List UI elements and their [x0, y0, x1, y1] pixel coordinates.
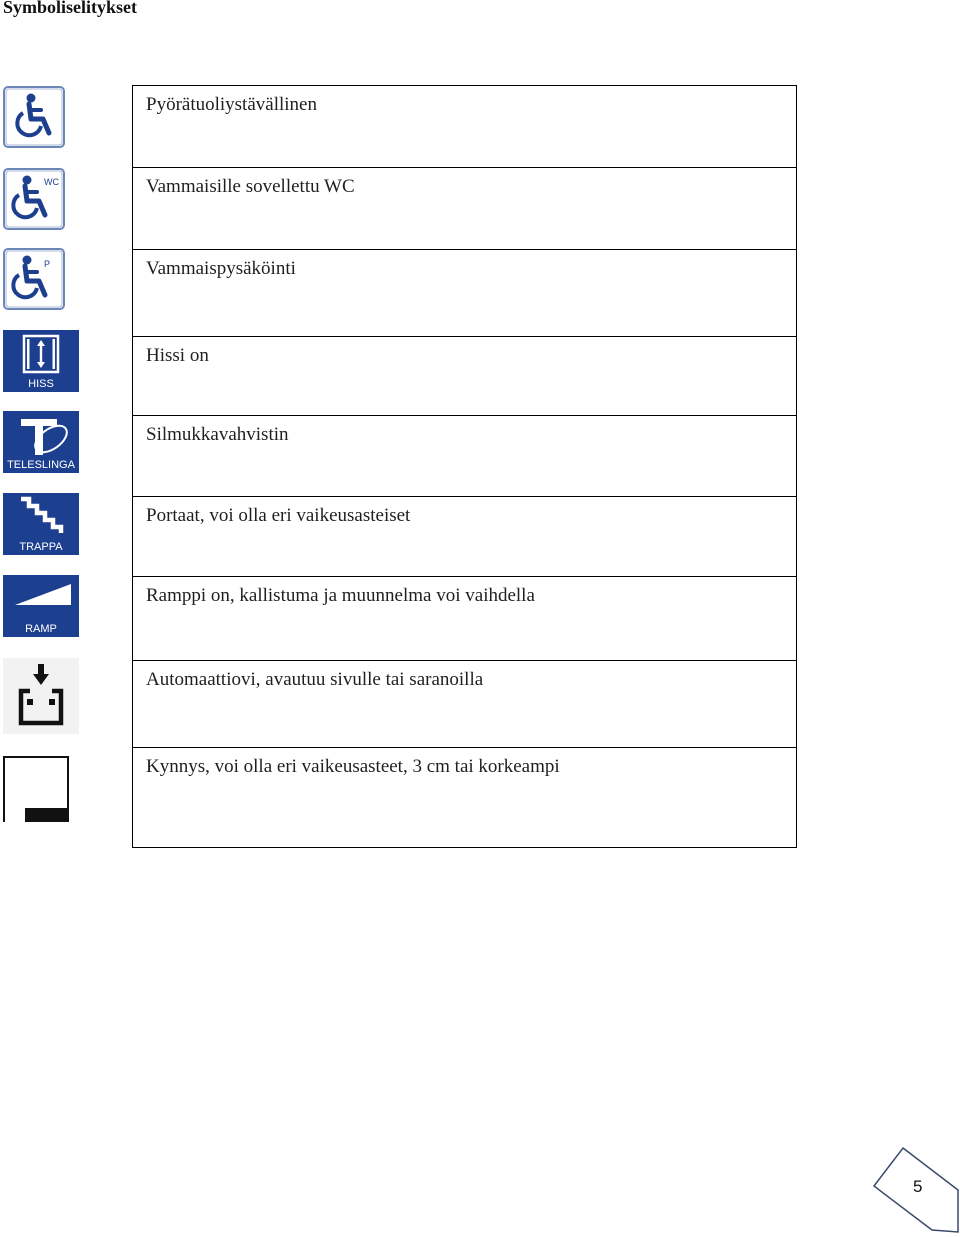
wheelchair-icon: [3, 86, 65, 148]
row-label: Hissi on: [146, 345, 209, 366]
list-item: [132, 85, 797, 168]
row-label: Silmukkavahvistin: [146, 424, 289, 445]
list-item: [132, 415, 797, 497]
elevator-icon: [3, 330, 79, 392]
list-item: [132, 496, 797, 577]
page-title: Symboliselitykset: [3, 0, 138, 17]
row-label: Pyörätuoliystävällinen: [146, 94, 317, 115]
threshold-icon: [3, 756, 71, 822]
page-number: 5: [913, 1177, 923, 1196]
list-item: [132, 576, 797, 661]
row-label: Automaattiovi, avautuu sivulle tai saranoilla: [146, 669, 484, 690]
wheelchair-parking-icon: [3, 248, 65, 310]
ramp-icon: [3, 575, 79, 637]
list-item: [132, 660, 797, 748]
stairs-label: TRAPPA: [19, 541, 63, 553]
wheelchair-wc-icon: [3, 168, 65, 230]
row-label: Kynnys, voi olla eri vaikeusasteet, 3 cm tai korkeampi: [146, 756, 560, 777]
stairs-icon: [3, 493, 79, 555]
row-label: Vammaispysäköinti: [146, 258, 296, 279]
row-label: Vammaisille sovellettu WC: [146, 176, 355, 197]
teleslinga-label: TELESLINGA: [7, 459, 75, 471]
list-item: [132, 747, 797, 848]
row-label: Ramppi on, kallistuma ja muunnelma voi vaihdella: [146, 585, 535, 606]
ramp-label: RAMP: [25, 623, 57, 635]
parking-label: P: [44, 259, 51, 269]
wc-label: WC: [44, 177, 59, 187]
list-item: [132, 336, 797, 416]
row-label: Portaat, voi olla eri vaikeusasteiset: [146, 505, 411, 526]
list-item: [132, 249, 797, 337]
automatic-door-icon: [3, 658, 79, 734]
teleslinga-icon: [3, 411, 79, 473]
elevator-label: HISS: [28, 378, 54, 390]
list-item: [132, 167, 797, 250]
